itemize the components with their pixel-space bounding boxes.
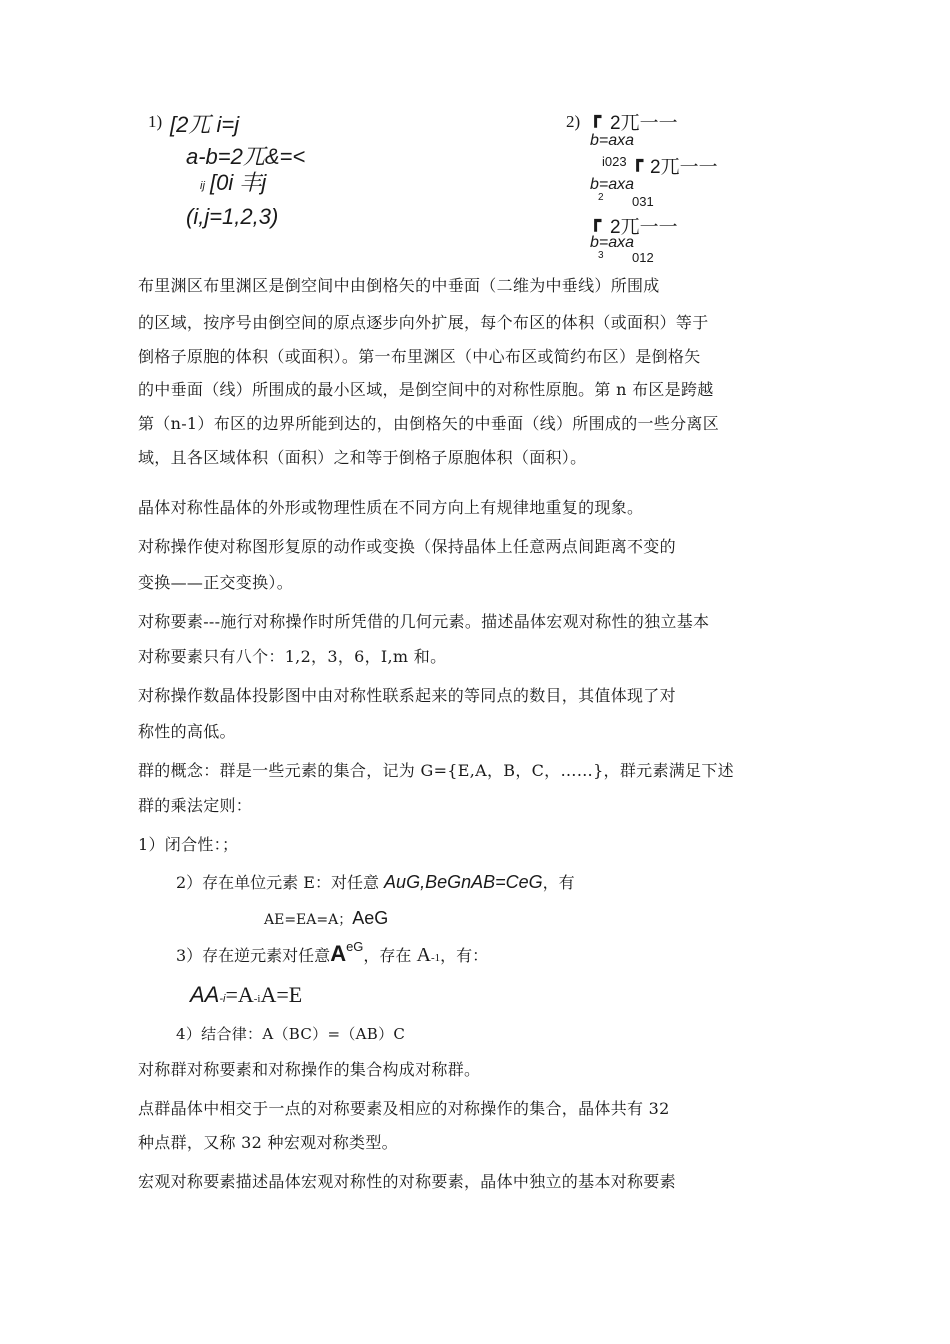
text-line: 称性的高低。 <box>138 722 236 741</box>
text-line: 1）闭合性：； <box>138 835 239 854</box>
group-rule-3 <box>176 939 489 970</box>
formula-1-row-3: [0i 丰j <box>210 170 267 195</box>
group-rule-4: 4）结合律：A（BC）=（AB）C <box>176 1025 406 1043</box>
inverse-eq-mid: =A <box>225 982 254 1007</box>
text-line: 变换——正交变换）。 <box>138 573 294 592</box>
group-rule-3-sup: eG <box>346 939 364 954</box>
group-rule-2-cont <box>264 906 388 932</box>
text-line: 域，且各区域体积（面积）之和等于倒格子原胞体积（面积）。 <box>138 448 587 467</box>
formula-2-eq-2: b=axa <box>590 176 635 193</box>
group-rule-2 <box>176 870 575 895</box>
text-line: 对称操作数晶体投影图中由对称性联系起来的等同点的数目，其值体现了对 <box>138 686 676 705</box>
text-line: 布里渊区布里渊区是倒空间中由倒格矢的中垂面（二维为中垂线）所围成 <box>138 276 660 295</box>
text-line: 对称群对称要素和对称操作的集合构成对称群。 <box>138 1060 481 1079</box>
group-rule-2-math: AuG,BeGnAB=CeG <box>384 872 543 892</box>
formula-2-sub-2a: 2 <box>598 192 604 203</box>
formula-2-line-2: 2兀一一 <box>650 157 718 178</box>
formula-2-sub-3a: 3 <box>598 250 604 261</box>
group-rule-2-cont-math: AeG <box>352 908 389 928</box>
formula-2-line-3: 2兀一一 <box>610 217 678 238</box>
inverse-eq-sub-1: -i <box>219 993 226 1005</box>
formula-2-sub-2b: 031 <box>632 194 654 209</box>
group-rule-3-Ainv: A <box>416 944 431 966</box>
text-line: 晶体对称性晶体的外形或物理性质在不同方向上有规律地重复的现象。 <box>138 498 644 517</box>
formula-2-sub-3b: 012 <box>632 250 654 262</box>
formula-2-bracket-1: ┏ <box>590 107 602 128</box>
formula-2-number: 2) <box>566 112 581 131</box>
text-line: 群的乘法定则： <box>138 796 253 815</box>
formula-2-bracket-2: ┏ <box>632 151 644 172</box>
group-rule-2-suffix: ，有 <box>542 873 575 892</box>
formula-2-eq-3: b=axa <box>590 234 635 251</box>
group-rule-2-cont-prefix: AE=EA=A； <box>264 912 353 928</box>
text-line: 的区域，按序号由倒空间的原点逐步向外扩展，每个布区的体积（或面积）等于 <box>138 313 709 332</box>
inverse-equation <box>190 980 302 1014</box>
group-rule-3-prefix: 3）存在逆元素对任意 <box>176 946 331 965</box>
text-line: 点群晶体中相交于一点的对称要素及相应的对称操作的集合，晶体共有 32 <box>138 1099 670 1118</box>
text-line: 种点群，又称 32 种宏观对称类型。 <box>138 1133 398 1152</box>
formula-1-number: 1) <box>148 112 163 131</box>
inverse-eq-sub-2: -i <box>253 993 261 1005</box>
formula-2-line-1: 2兀一一 <box>610 113 678 134</box>
formula-1-row-3-subscript: ij <box>200 180 205 192</box>
text-line: 第（n-1）布区的边界所能到达的，由倒格矢的中垂面（线）所围成的一些分离区 <box>138 414 719 433</box>
group-rule-3-mid: ，存在 <box>363 946 417 965</box>
formula-2-bracket-3: ┏ <box>590 211 602 232</box>
group-rule-2-prefix: 2）存在单位元素 E：对任意 <box>176 873 385 892</box>
text-line: 对称要素只有八个：1,2，3，6，I,m 和。 <box>138 647 447 666</box>
inverse-eq-A: AA <box>190 982 220 1007</box>
text-line: 的中垂面（线）所围成的最小区域，是倒空间中的对称性原胞。第 n 布区是跨越 <box>138 380 714 399</box>
text-line: 对称要素---施行对称操作时所凭借的几何元素。描述晶体宏观对称性的独立基本 <box>138 612 710 631</box>
formula-1-row-1: [2兀 i=j <box>170 112 240 137</box>
group-rule-3-suffix: ，有： <box>440 946 489 965</box>
text-line: 对称操作使对称图形复原的动作或变换（保持晶体上任意两点间距离不变的 <box>138 537 676 556</box>
formula-2-eq-1: b=axa <box>590 132 635 149</box>
group-rule-3-A: A <box>330 941 347 966</box>
text-line: 群的概念：群是一些元素的集合，记为 G={E,A，B，C，……}，群元素满足下述 <box>138 761 734 780</box>
inverse-eq-end: A=E <box>260 982 303 1007</box>
formula-1-row-4: (i,j=1,2,3) <box>186 204 279 229</box>
group-rule-3-inv-sub: -1 <box>430 952 441 964</box>
formula-2-index-1: i023 <box>602 154 627 169</box>
text-line: 倒格子原胞的体积（或面积）。第一布里渊区（中心布区或简约布区）是倒格矢 <box>138 347 701 366</box>
formula-1-row-2: a-b=2兀&=< <box>186 144 306 169</box>
text-line: 宏观对称要素描述晶体宏观对称性的对称要素，晶体中独立的基本对称要素 <box>138 1172 676 1191</box>
